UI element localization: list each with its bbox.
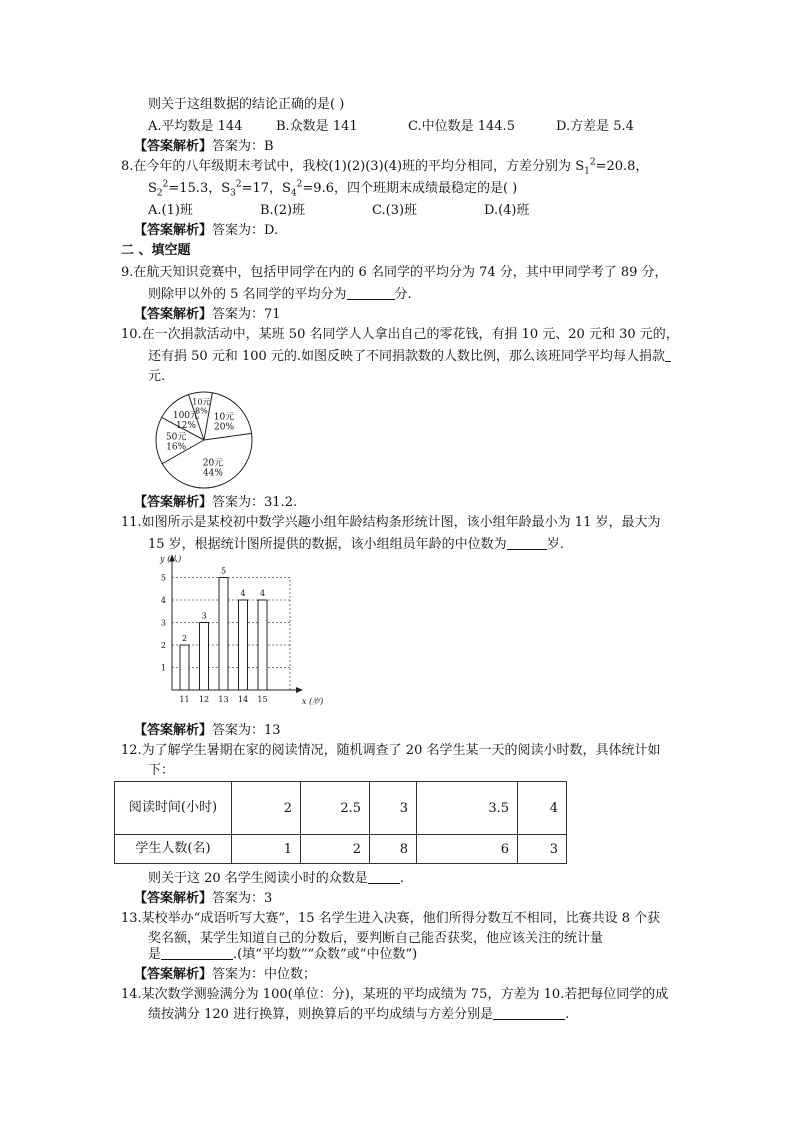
bar [239,600,248,690]
q13-line3 [148,946,417,964]
q11-line2-end: 岁. [546,537,564,552]
bar [219,578,228,691]
q8-s2-sub: 2 [156,188,163,199]
q10-line3: 元. [148,369,166,384]
answer-key-label: 【答案解析】 [134,967,213,982]
q7-option-b: B.众数是 141 [276,119,358,134]
x-tick-label: 12 [198,695,210,704]
answer-key-label: 【答案解析】 [134,223,213,238]
donation-pie-chart [146,388,266,488]
q8-option-d: D.(4)班 [484,203,530,218]
q14-answer-blank[interactable] [493,1006,565,1020]
bar-grid [172,578,290,691]
q12-after-end: . [399,871,404,886]
answer-key-label: 【答案解析】 [134,307,213,322]
q8-s2-sup: 2 [162,179,169,190]
bar [258,600,267,690]
age-bar-chart [152,554,324,710]
answer-text: 答案为：3 [212,891,273,906]
q10-line2 [148,348,671,366]
q13-line1: 13.某校举办“成语听写大赛”，15 名学生进入决赛，他们所得分数互不相同，比赛共设 8 个获 [121,911,661,926]
q8-s3-sup: 2 [235,179,242,190]
q13-line3-end: .(填“平均数”“众数”或“中位数”) [233,947,418,962]
pie-slice-percent: 12% [175,420,196,431]
answer-key-label: 【答案解析】 [134,495,213,510]
x-tick-label: 11 [179,695,190,704]
answer-text: 答案为：D. [212,223,279,238]
table-cell: 2 [232,782,301,835]
pie-slice-percent: 8% [194,406,208,416]
q11-line1: 11.如图所示是某校初中数学兴趣小组年龄结构条形统计图，该小组年龄最小为 11 岁，最大为 [121,515,661,530]
q9-line2 [148,286,412,304]
pie-slice-label: 10元 [192,397,211,407]
q9-answer [134,306,281,324]
table-cell: 3.5 [417,782,518,835]
bar-value-label: 3 [201,611,207,621]
table-row [115,782,567,835]
q8-s4-sup: 2 [296,179,303,190]
q8-s4-rest: =9.6，四个班期末成绩最稳定的是( ) [302,181,518,196]
bar [200,623,209,691]
x-axis-label: x (岁) [302,697,324,706]
q8-s3: S [221,181,231,196]
table-header-reading-time: 阅读时间(小时) [115,782,232,835]
q11-line2-text: 15 岁，根据统计图所提供的数据，该小组组员年龄的中位数为 [148,537,507,552]
table-cell: 1 [232,835,301,864]
q12-line1: 12.为了解学生暑期在家的阅读情况，随机调查了 20 名学生某一天的阅读小时数，具体统计如 [121,743,661,758]
bar-value-label: 5 [220,566,227,576]
q8-sup: 2 [589,157,596,168]
pie-slice-label: 10元 [213,412,235,423]
answer-text: 答案为：13 [212,723,281,738]
q7-answer [134,138,274,156]
y-tick-label: 1 [160,663,166,673]
q12-answer-blank[interactable] [368,870,400,884]
q12-line2: 下： [148,763,175,778]
table-cell: 6 [417,835,518,864]
q13-line2: 奖名额，某学生知道自己的分数后，要判断自己能否获奖，他应该关注的统计量 [148,931,604,946]
q8-s4-sub: 4 [290,188,297,199]
q8-s3-sub: 3 [230,188,236,199]
q8-s2-rest: =15.3， [168,181,222,196]
y-tick-label: 3 [160,618,166,628]
y-tick-label: 4 [160,596,166,605]
q8-line1 [121,158,648,176]
q14-line2 [148,1006,569,1024]
q14-line1: 14.某次数学测验满分为 100(单位：分)，某班的平均成绩为 75，方差为 10.若把每位同学的成 [121,987,669,1002]
q8-line2 [148,180,517,198]
x-tick-label: 14 [237,695,249,704]
bar-value-label: 4 [259,589,266,598]
bar-bars [180,578,267,691]
q10-line2-text: 还有捐 50 元和 100 元的.如图反映了不同捐款数的人数比例，那么该班同学平均每人捐款 [148,349,666,364]
table-cell: 2.5 [301,782,370,835]
q13-answer-blank[interactable] [161,946,233,960]
q14-line2-end: . [565,1007,570,1022]
table-cell: 3 [518,835,567,864]
table-cell: 8 [370,835,417,864]
y-tick-label: 5 [160,573,166,583]
q8-s2: S [148,181,157,196]
pie-slice-label: 20元 [202,458,224,469]
q12-answer [134,890,272,908]
bar [180,645,189,690]
answer-key-label: 【答案解析】 [134,723,213,738]
table-cell: 4 [518,782,567,835]
q7-option-c: C.中位数是 144.5 [408,119,515,134]
answer-key-label: 【答案解析】 [134,891,213,906]
q8-s3-rest: =17， [241,181,283,196]
pie-slice-label: 100元 [172,410,200,421]
q8-line1-end: =20.8， [595,159,649,174]
q8-option-a: A.(1)班 [148,203,193,218]
q9-line2-end: 分. [394,287,412,302]
answer-text: 答案为：B [212,139,274,154]
q11-answer [134,722,281,740]
pie-slice-label: 50元 [165,432,187,443]
q9-answer-blank[interactable] [347,286,395,300]
q8-line1-text: 8.在今年的八年级期末考试中，我校(1)(2)(3)(4)班的平均分相同，方差分别为 S [121,159,585,174]
q8-sub: 1 [584,166,590,177]
q12-after-text: 则关于这 20 名学生阅读小时的众数是 [148,871,368,886]
q8-option-c: C.(3)班 [372,203,418,218]
x-tick-label: 13 [218,695,229,704]
q8-answer [134,222,278,240]
q10-answer [134,494,297,512]
y-tick-label: 2 [160,641,166,650]
pie-slice-percent: 44% [202,468,223,479]
q13-answer [134,966,316,984]
x-tick-label: 15 [257,695,268,704]
reading-time-table [114,781,567,864]
q10-line1: 10.在一次捐款活动中，某班 50 名同学人人拿出自己的零花钱，有捐 10 元、20 元和 30 元的， [121,327,679,342]
table-cell: 2 [301,835,370,864]
q9-line1: 9.在航天知识竞赛中，包括甲同学在内的 6 名同学的平均分为 74 分，其中甲同学考了 89 分， [121,265,668,280]
bar-value-label: 2 [181,634,188,643]
x-axis-arrow [296,687,303,693]
q13-line3-text: 是 [148,947,162,962]
bar-value-label: 4 [240,589,246,598]
q14-line2-text: 绩按满分 120 进行换算，则换算后的平均成绩与方差分别是 [148,1007,494,1022]
q8-s4: S [282,181,291,196]
answer-text: 答案为：31.2. [212,495,298,510]
section-heading: 二 、填空题 [121,243,191,258]
answer-key-label: 【答案解析】 [134,139,213,154]
q10-answer-blank[interactable] [665,348,671,362]
y-axis-label: y (人) [160,554,182,564]
q7-option-a: A.平均数是 144 [148,119,243,134]
pie-slice-percent: 20% [214,422,235,433]
q7-option-d: D.方差是 5.4 [556,119,634,134]
table-row [115,835,567,864]
answer-text: 答案为：71 [212,307,281,322]
q12-after [148,870,404,888]
table-cell: 3 [370,782,417,835]
q11-answer-blank[interactable] [507,536,547,550]
answer-text: 答案为：中位数； [212,967,317,982]
pie-slice-percent: 16% [166,442,187,453]
q9-line2-text: 则除甲以外的 5 名同学的平均分为 [148,287,347,302]
q11-line2 [148,536,564,554]
table-header-student-count: 学生人数(名) [115,835,232,864]
q7-stem: 则关于这组数据的结论正确的是( ) [148,97,345,112]
q8-option-b: B.(2)班 [260,203,306,218]
